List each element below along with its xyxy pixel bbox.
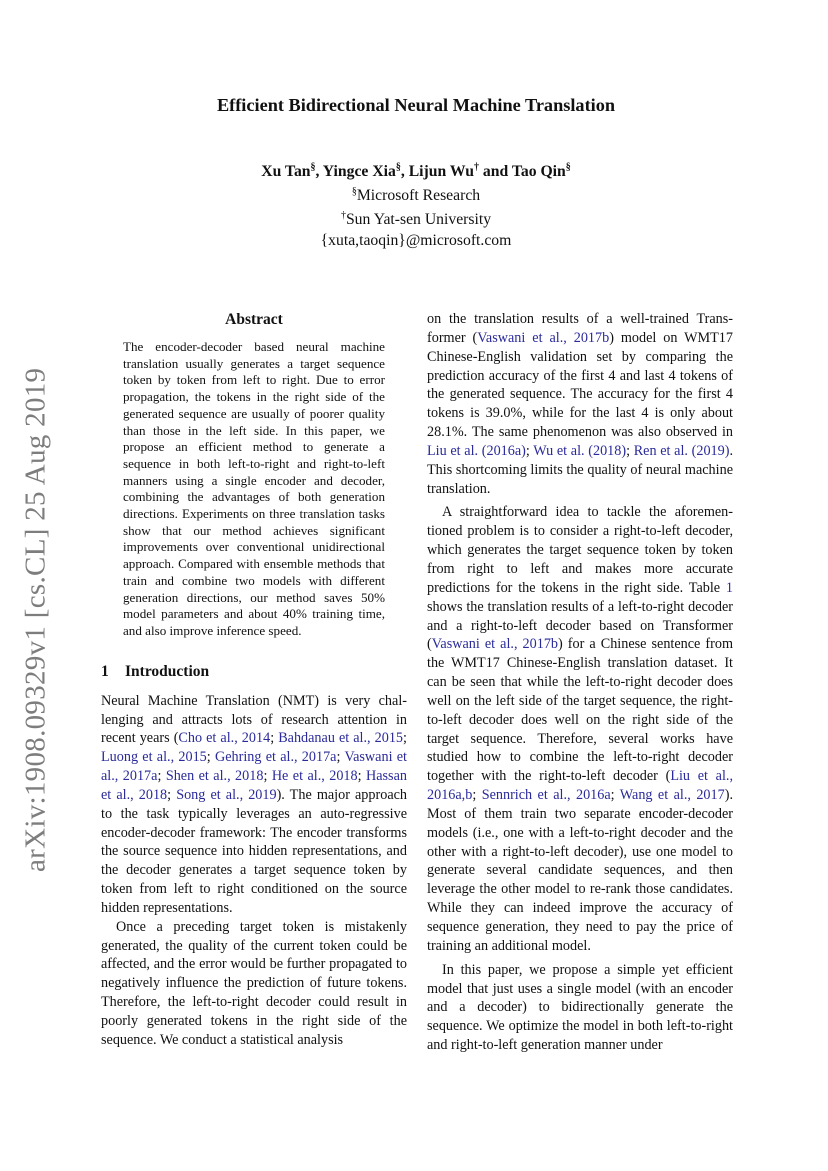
- affiliation-mark: §: [565, 162, 571, 173]
- right-column: [427, 310, 733, 1055]
- author-name: Tao Qin: [511, 163, 566, 181]
- section-number: 1: [101, 662, 109, 680]
- citation-link[interactable]: Vaswani et al., 2017a: [101, 749, 408, 785]
- text-run: ;: [610, 787, 620, 804]
- citation-link[interactable]: Liu et al. (2016a): [427, 442, 526, 459]
- author-name: Xu Tan: [261, 163, 311, 181]
- text-run: shows the translation results of a left-to-right decoder and a right-to-left decoder based on Transformer (: [427, 598, 733, 653]
- text-run: ;: [157, 768, 166, 785]
- intro-paragraph-4: In this paper, we propose a simple yet efficient model that just uses a single model (with an encoder and a decoder) to bidirectionally generate the sequence. We optimize the model in both left-to-right and right-to-left generation manner under: [427, 961, 733, 1054]
- affiliation-mark: †: [473, 162, 479, 173]
- citation-link[interactable]: Liu et al., 2016a,b: [427, 768, 733, 804]
- author-conjunction: and: [478, 163, 512, 181]
- text-run: ;: [525, 442, 534, 459]
- text-run: ;: [357, 768, 366, 785]
- paper-title: Efficient Bidirectional Neural Machine Translation: [216, 95, 616, 115]
- citation-link[interactable]: Bahdanau et al., 2015: [278, 730, 404, 747]
- text-run: ;: [167, 786, 177, 803]
- text-run: ;: [263, 768, 272, 785]
- left-column: [101, 310, 407, 1050]
- author-name: Lijun Wu: [408, 163, 474, 181]
- citation-link[interactable]: He et al., 2018: [271, 768, 358, 785]
- citation-link[interactable]: Luong et al., 2015: [101, 749, 207, 766]
- section-heading-introduction: [101, 662, 407, 682]
- text-run: ) model on WMT17 Chinese-English validation set by comparing the prediction accuracy of the first 4 and last 4 tokens of the generated sequence. The accuracy for the first 4 tokens is 39.0%, while for the last 4 is only about 28.1%. The same phenomenon was also observed in: [427, 329, 733, 441]
- intro-paragraph-1: [101, 692, 407, 918]
- citation-link[interactable]: Vaswani et al., 2017b: [477, 329, 610, 346]
- affiliation-name: Sun Yat-sen University: [345, 211, 492, 229]
- intro-paragraph-2-continued: [427, 310, 733, 498]
- section-title: Introduction: [125, 662, 210, 680]
- abstract-text: The encoder-decoder based neural machine translation usually generates a target sequence token by token from left to right. Due to error propagation, the tokens in the right side of the generated sequence are usually of poorer quality than those in the left side. In this paper, we propose an efficient method to generate a sequence in both left-to-right and right-to-left manners using a single encoder and decoder, combining the advantages of both generation directions. Experiments on three translation tasks show that our method achieves significant improvements over conventional unidirectional approach. Compared with ensemble methods that train and combine two models with different generation directions, our method saves 50% model parameters and about 40% training time, and also improve inference speed.: [123, 339, 385, 638]
- text-run: . This shortcoming limits the quality of neural machine translation.: [427, 442, 733, 497]
- affiliation-sysu: [100, 206, 732, 230]
- citation-link[interactable]: Song et al., 2019: [176, 786, 277, 803]
- citation-link[interactable]: Cho et al., 2014: [178, 730, 271, 747]
- text-run: ;: [206, 749, 215, 766]
- arxiv-identifier: arXiv:1908.09329v1 [cs.CL] 25 Aug 2019: [19, 367, 52, 873]
- text-run: ). Most of them train two separate encoder-decoder models (i.e., one with a left-to-right decoder and the other with a right-to-left decoder), use one model to generate several candidate sequences, and then leverage the other model to re-rank those candidates. While they can indeed improve the accuracy of sequence generation, they need to pay the price of training an additional model.: [427, 787, 733, 954]
- citation-link[interactable]: Wu et al. (2018): [533, 442, 627, 459]
- affiliation-microsoft: [100, 182, 732, 206]
- table-reference-link[interactable]: 1: [725, 579, 733, 596]
- text-run: ;: [336, 749, 345, 766]
- citation-link[interactable]: Vaswani et al., 2017b: [431, 636, 559, 653]
- citation-link[interactable]: Sennrich et al., 2016a: [481, 787, 611, 804]
- affiliation-mark: §: [395, 162, 401, 173]
- intro-paragraph-3: [427, 503, 733, 955]
- text-run: ) for a Chinese sentence from the WMT17 Chinese-English translation dataset. It can be seen that while the left-to-right decoder does well on the left side of the target sequence, the right-to-left decoder does well on the right side of the target sequence. Therefore, several works have studied how to combine the left-to-right decoder together with the right-to-left decoder (: [427, 636, 733, 785]
- citation-link[interactable]: Hassan et al., 2018: [101, 768, 407, 803]
- author-names: Xu Tan§, Yingce Xia§, Lijun Wu† and Tao Qin§: [261, 162, 571, 181]
- text-run: ;: [270, 730, 279, 747]
- text-run: ;: [472, 787, 482, 804]
- author-name: Yingce Xia: [322, 163, 396, 181]
- citation-link[interactable]: Wang et al., 2017: [619, 787, 725, 804]
- affiliation-name: Microsoft Research: [356, 187, 481, 205]
- text-run: on the translation results of a well-trained Transformer (: [427, 311, 733, 346]
- text-run: ). The major approach to the task typically leverages an auto-regressive encoder-decoder framework: The encoder transforms the source sequence into hidden representations, and the decoder generates a target sequence token by token from left to right conditioned on the source hidden representations.: [101, 786, 408, 916]
- citation-link[interactable]: Shen et al., 2018: [165, 768, 264, 785]
- text-run: Neural Machine Translation (NMT) is very challenging and attracts lots of research attention in recent years (: [101, 692, 407, 747]
- text-run: ;: [626, 442, 634, 459]
- affiliation-mark: †: [340, 210, 346, 222]
- intro-paragraph-2: Once a preceding target token is mistakenly generated, the quality of the current token could be affected, and the error would be further propagated to negatively influence the prediction of future tokens. Therefore, the left-to-right decoder could result in poorly generated tokens in the right side of the sequence. We conduct a statistical analysis: [101, 918, 407, 1048]
- author-email: {xuta,taoqin}@microsoft.com: [320, 231, 512, 249]
- citation-link[interactable]: Ren et al. (2019): [633, 442, 730, 459]
- text-run: A straightforward idea to tackle the aforementioned problem is to consider a right-to-left decoder, which generates the target sequence token by token from right to left and makes more accurate predictions for the tokens in the right side. Table: [427, 504, 733, 596]
- abstract-heading: Abstract: [225, 311, 283, 328]
- text-run: ;: [403, 730, 407, 747]
- affiliation-mark: §: [351, 186, 357, 198]
- author-block: [100, 158, 732, 251]
- citation-link[interactable]: Gehring et al., 2017a: [214, 749, 337, 766]
- affiliation-mark: §: [310, 162, 316, 173]
